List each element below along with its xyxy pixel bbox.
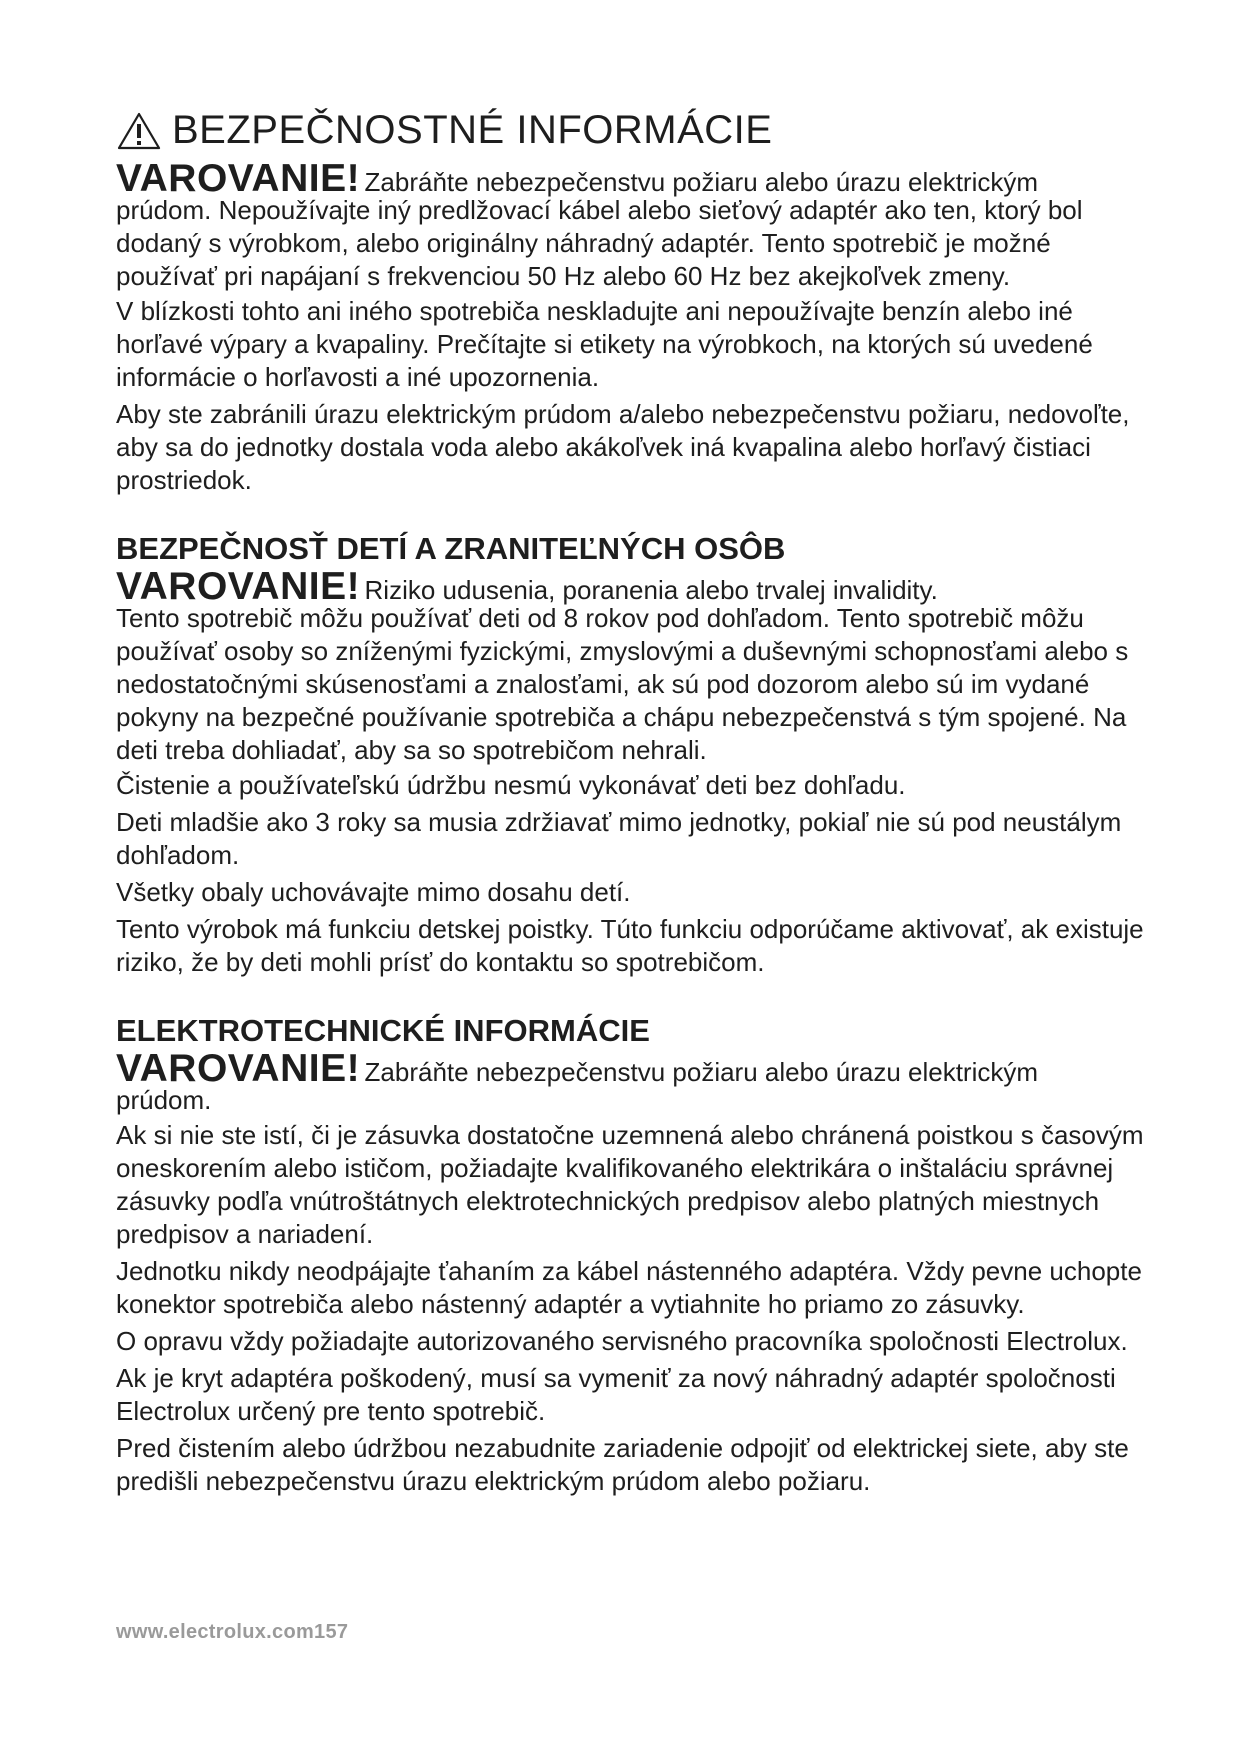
- paragraph: Jednotku nikdy neodpájajte ťahaním za kábel nástenného adaptéra. Vždy pevne uchopte konektor spotrebiča alebo nástenný adaptér a vytiahnite ho priamo zo zásuvky.: [116, 1256, 1142, 1319]
- paragraph: Čistenie a používateľskú údržbu nesmú vykonávať deti bez dohľadu.: [116, 770, 906, 800]
- section-title-electrical: ELEKTROTECHNICKÉ INFORMÁCIE: [116, 1013, 650, 1048]
- paragraph: Deti mladšie ako 3 roky sa musia zdržiavať mimo jednotky, pokiaľ nie sú pod neustálym dohľadom.: [116, 807, 1122, 870]
- warning-word: VAROVANIE!: [116, 1047, 361, 1090]
- warning-triangle-icon: [116, 111, 162, 151]
- paragraph: Pred čistením alebo údržbou nezabudnite zariadenie odpojiť od elektrickej siete, aby ste predišli nebezpečenstvu úrazu elektrickým prúdom alebo požiaru.: [116, 1433, 1129, 1496]
- warning-block: [116, 1049, 1146, 1117]
- paragraph: V blízkosti tohto ani iného spotrebiča neskladujte ani nepoužívajte benzín alebo iné horľavé výpary a kvapaliny. Prečítajte si etikety na výrobkoch, na ktorých sú uvedené informácie o horľavosti a iné upozornenia.: [116, 296, 1093, 392]
- warning-continuation: Tento spotrebič môžu používať deti od 8 rokov pod dohľadom. Tento spotrebič môžu používať osoby so zníženými fyzickými, zmyslovými a duševnými schopnosťami alebo s nedostatočnými skúsenosťami a znalosťami, ak sú pod dozorom alebo sú im vydané pokyny na bezpečné používanie spotrebiča a chápu nebezpečenstvá s tým spojené. Na deti treba dohliadať, aby sa so spotrebičom nehrali.: [116, 603, 1129, 765]
- warning-block: [116, 567, 1146, 767]
- safety-title: [116, 108, 1146, 153]
- warning-continuation: prúdom. Nepoužívajte iný predlžovací kábel alebo sieťový adaptér ako ten, ktorý bol dodaný s výrobkom, alebo originálny náhradný adaptér. Tento spotrebič je možné používať pri napájaní s frekvenciou 50 Hz alebo 60 Hz bez akejkoľvek zmeny.: [116, 195, 1083, 291]
- paragraph: Aby ste zabránili úrazu elektrickým prúdom a/alebo nebezpečenstvu požiaru, nedovoľte, aby sa do jednotky dostala voda alebo akákoľvek iná kvapalina alebo horľavý čistiaci prostriedok.: [116, 399, 1130, 495]
- warning-lead-text: Zabráňte nebezpečenstvu požiaru alebo úrazu elektrickým: [364, 1057, 1039, 1087]
- paragraph: O opravu vždy požiadajte autorizovaného servisného pracovníka spoločnosti Electrolux.: [116, 1326, 1128, 1356]
- paragraph: Tento výrobok má funkciu detskej poistky. Túto funkciu odporúčame aktivovať, ak existuje riziko, že by deti mohli prísť do kontaktu so spotrebičom.: [116, 914, 1144, 977]
- warning-lead-text: Riziko udusenia, poranenia alebo trvalej invalidity.: [364, 575, 938, 605]
- warning-lead-text: Zabráňte nebezpečenstvu požiaru alebo úrazu elektrickým: [364, 167, 1039, 197]
- paragraph: Ak si nie ste istí, či je zásuvka dostatočne uzemnená alebo chránená poistkou s časovým oneskorením alebo ističom, požiadajte kvalifikovaného elektrikára o inštaláciu správnej zásuvky podľa vnútroštátnych elektrotechnických predpisov alebo platných miestnych predpisov a nariadení.: [116, 1120, 1144, 1249]
- footer-url-page: www.electrolux.com157: [116, 1621, 349, 1643]
- document-page: [116, 108, 1146, 1502]
- paragraph: Všetky obaly uchovávajte mimo dosahu detí.: [116, 877, 631, 907]
- warning-word: VAROVANIE!: [116, 565, 361, 608]
- warning-block: [116, 159, 1146, 293]
- warning-word: VAROVANIE!: [116, 157, 361, 200]
- paragraph: Ak je kryt adaptéra poškodený, musí sa vymeniť za nový náhradný adaptér spoločnosti Electrolux určený pre tento spotrebič.: [116, 1363, 1116, 1426]
- section-title-children: BEZPEČNOSŤ DETÍ A ZRANITEĽNÝCH OSÔB: [116, 531, 786, 566]
- warning-continuation: prúdom.: [116, 1085, 212, 1115]
- safety-title-text: BEZPEČNOSTNÉ INFORMÁCIE: [172, 108, 773, 152]
